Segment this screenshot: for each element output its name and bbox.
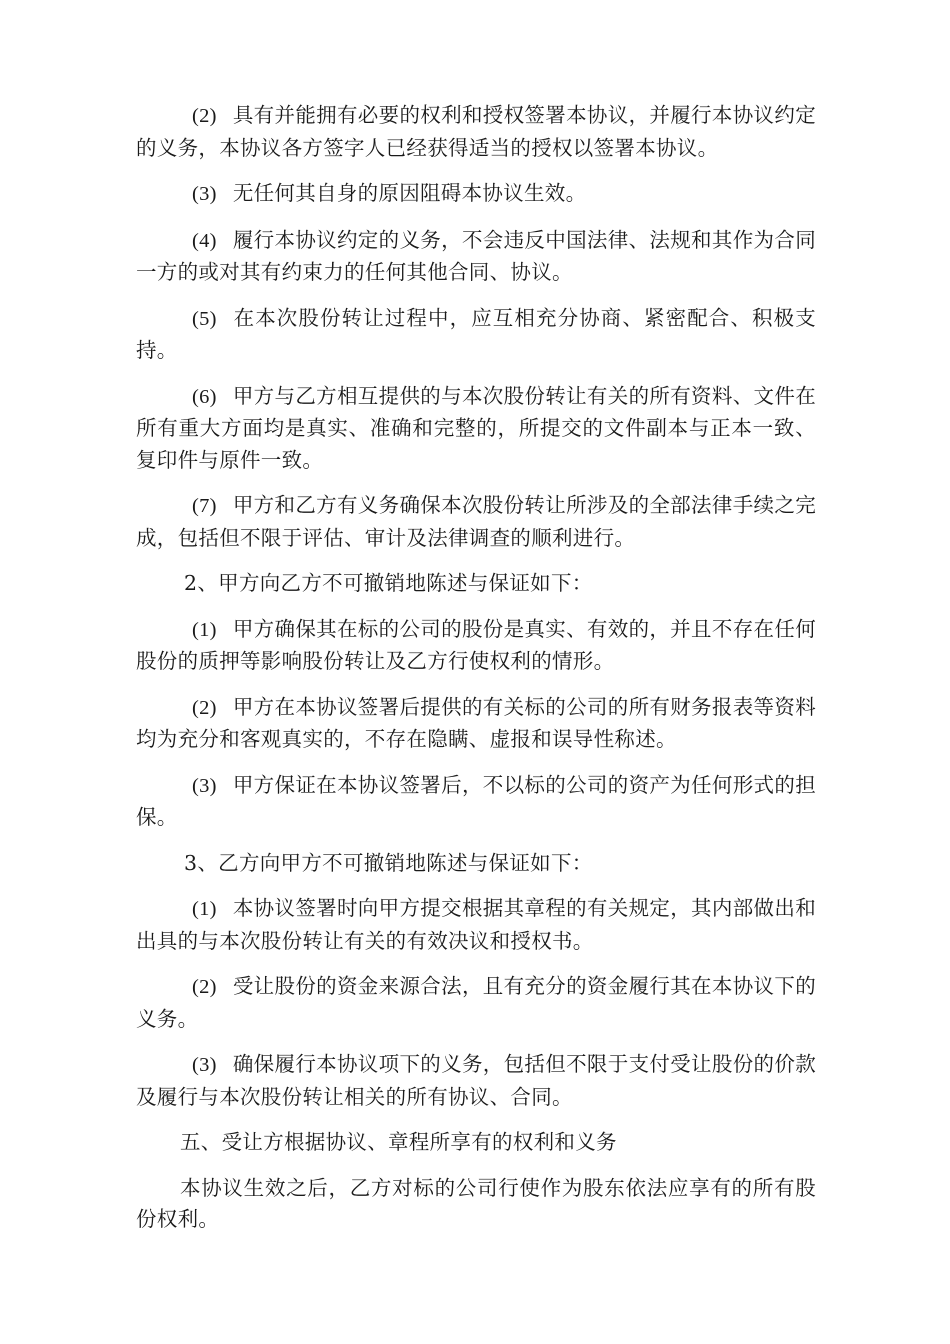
item-text: 甲方与乙方相互提供的与本次股份转让有关的所有资料、文件在所有重大方面均是真实、准确和完整的，所提交的文件副本与正本一致、复印件与原件一致。 (136, 383, 816, 472)
section-5-heading: 五、受让方根据协议、章程所享有的权利和义务 (180, 1130, 617, 1154)
item-number: (2) (192, 976, 217, 998)
item-number: (2) (192, 105, 217, 127)
clause-2-item-1 (136, 614, 816, 678)
clause-2-heading: 2、甲方向乙方不可撤销地陈述与保证如下： (184, 571, 593, 595)
clause-1-item-5 (136, 303, 816, 367)
clause-1-item-6 (136, 381, 816, 477)
item-number: (1) (192, 898, 217, 920)
item-text: 甲方在本协议签署后提供的有关标的公司的所有财务报表等资料均为充分和客观真实的，不存在隐瞒、虚报和误导性称述。 (136, 694, 816, 751)
item-text: 甲方保证在本协议签署后，不以标的公司的资产为任何形式的担保。 (136, 772, 816, 829)
clause-3-item-2 (136, 971, 816, 1035)
item-text: 甲方确保其在标的公司的股份是真实、有效的，并且不存在任何股份的质押等影响股份转让及乙方行使权利的情形。 (136, 616, 816, 673)
item-text: 受让股份的资金来源合法，且有充分的资金履行其在本协议下的义务。 (136, 974, 816, 1031)
item-number: (3) (192, 1054, 217, 1076)
item-number: (3) (192, 183, 217, 205)
clause-1-item-3 (136, 178, 816, 211)
item-text: 本协议签署时向甲方提交根据其章程的有关规定，其内部做出和出具的与本次股份转让有关的有效决议和授权书。 (136, 896, 816, 953)
clause-2-item-2 (136, 692, 816, 756)
item-text: 甲方和乙方有义务确保本次股份转让所涉及的全部法律手续之完成，包括但不限于评估、审计及法律调查的顺利进行。 (136, 493, 816, 550)
item-number: (5) (192, 307, 217, 330)
clause-3-item-3 (136, 1049, 816, 1113)
item-text: 在本次股份转让过程中，应互相充分协商、紧密配合、积极支持。 (136, 305, 816, 362)
section-5-body: 本协议生效之后，乙方对标的公司行使作为股东依法应享有的所有股份权利。 (136, 1175, 816, 1231)
document-body (136, 100, 816, 1250)
item-number: (7) (192, 495, 217, 517)
item-text: 无任何其自身的原因阻碍本协议生效。 (232, 181, 587, 205)
clause-3-item-1 (136, 893, 816, 957)
item-text: 具有并能拥有必要的权利和授权签署本协议，并履行本协议约定的义务，本协议各方签字人已经获得适当的授权以签署本协议。 (136, 103, 816, 160)
clause-1-item-4 (136, 225, 816, 289)
item-text: 确保履行本协议项下的义务，包括但不限于支付受让股份的价款及履行与本次股份转让相关的所有协议、合同。 (136, 1052, 816, 1109)
item-number: (3) (192, 774, 217, 797)
item-number: (6) (192, 385, 217, 408)
clause-1-item-2 (136, 100, 816, 164)
clause-1-item-7 (136, 490, 816, 554)
item-text: 履行本协议约定的义务，不会违反中国法律、法规和其作为合同一方的或对其有约束力的任何其他合同、协议。 (136, 227, 816, 284)
item-number: (2) (192, 696, 217, 719)
clause-3-heading: 3、乙方向甲方不可撤销地陈述与保证如下： (184, 850, 593, 875)
item-number: (4) (192, 229, 217, 252)
clause-2-item-3 (136, 770, 816, 834)
item-number: (1) (192, 618, 217, 641)
